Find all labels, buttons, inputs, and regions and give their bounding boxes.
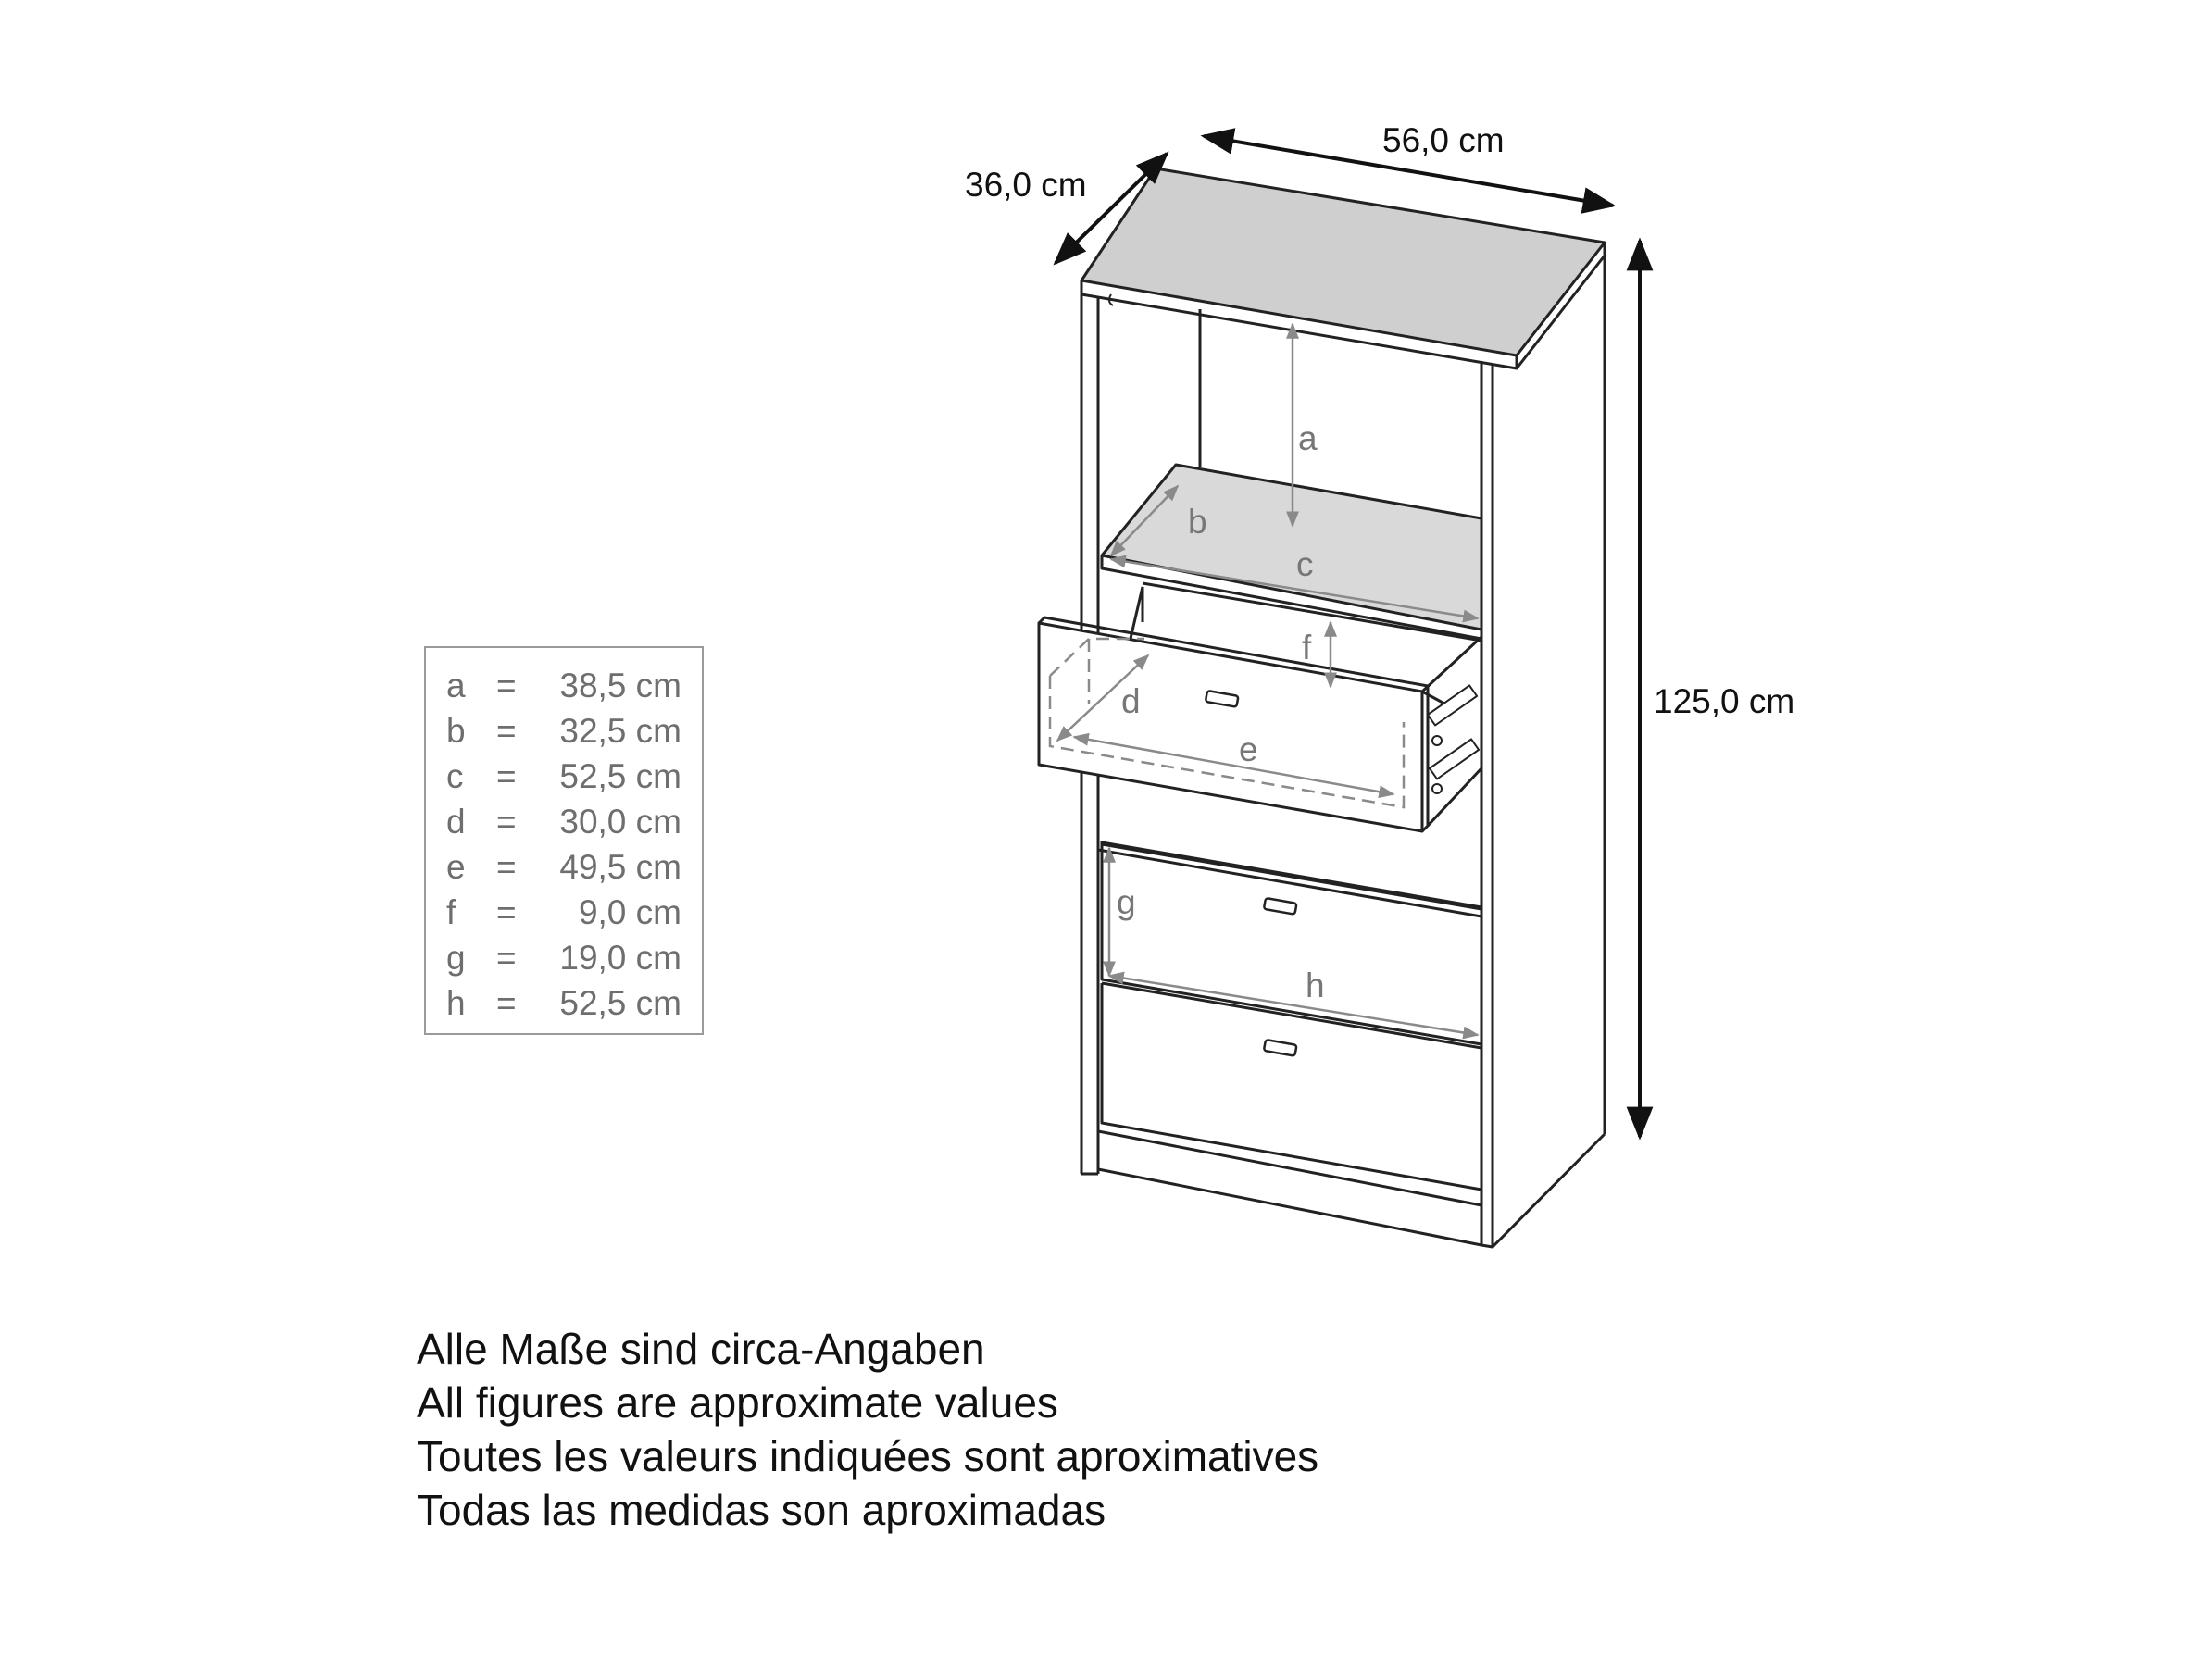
legend-key: a bbox=[446, 667, 466, 704]
label-d: d bbox=[1121, 682, 1141, 720]
approximation-notes bbox=[417, 1322, 1318, 1537]
drawer-4 bbox=[1102, 983, 1481, 1190]
legend-row bbox=[426, 893, 702, 938]
cabinet-top-surface bbox=[1081, 168, 1605, 355]
legend-row bbox=[426, 803, 702, 847]
legend-equals: = bbox=[496, 848, 517, 886]
legend-value: 49,5 cm bbox=[559, 848, 681, 886]
label-e: e bbox=[1239, 730, 1258, 768]
legend-value: 52,5 cm bbox=[559, 757, 681, 795]
open-drawer bbox=[1039, 583, 1481, 916]
width-label: 56,0 cm bbox=[1382, 121, 1505, 159]
closed-drawers bbox=[1102, 841, 1481, 1190]
legend-row bbox=[426, 984, 702, 1028]
depth-label: 36,0 cm bbox=[965, 166, 1087, 204]
label-h: h bbox=[1306, 966, 1325, 1004]
legend-equals: = bbox=[496, 667, 517, 704]
legend-value: 9,0 cm bbox=[578, 893, 681, 931]
legend-equals: = bbox=[496, 757, 517, 795]
label-f: f bbox=[1302, 629, 1312, 667]
label-a: a bbox=[1298, 419, 1318, 457]
legend-key: c bbox=[446, 757, 464, 795]
drawer-handle-icon bbox=[1264, 1040, 1297, 1056]
drawer-2 bbox=[1102, 841, 1481, 1044]
legend-value: 30,0 cm bbox=[559, 803, 681, 841]
legend-value: 19,0 cm bbox=[559, 939, 681, 977]
dimension-legend bbox=[424, 646, 704, 1035]
legend-row bbox=[426, 757, 702, 802]
drawer-handle-icon bbox=[1264, 898, 1297, 915]
note-english: All figures are approximate values bbox=[417, 1378, 1058, 1427]
note-french: Toutes les valeurs indiquées sont aproximatives bbox=[417, 1432, 1319, 1480]
legend-equals: = bbox=[496, 803, 517, 841]
legend-key: h bbox=[446, 984, 466, 1022]
label-g: g bbox=[1117, 883, 1136, 921]
legend-equals: = bbox=[496, 939, 517, 977]
legend-equals: = bbox=[496, 712, 517, 750]
legend-key: b bbox=[446, 712, 466, 750]
legend-value: 52,5 cm bbox=[559, 984, 681, 1022]
note-german: Alle Maße sind circa-Angaben bbox=[417, 1325, 985, 1373]
height-label: 125,0 cm bbox=[1654, 682, 1795, 720]
label-b: b bbox=[1188, 503, 1207, 541]
legend-key: f bbox=[446, 893, 456, 931]
legend-row bbox=[426, 939, 702, 983]
legend-key: g bbox=[446, 939, 466, 977]
legend-key: e bbox=[446, 848, 466, 886]
legend-row bbox=[426, 848, 702, 892]
note-spanish: Todas las medidas son aproximadas bbox=[417, 1486, 1106, 1534]
measure-h-arrow bbox=[1109, 976, 1478, 1035]
legend-value: 32,5 cm bbox=[559, 712, 681, 750]
legend-equals: = bbox=[496, 984, 517, 1022]
legend-key: d bbox=[446, 803, 466, 841]
legend-row bbox=[426, 712, 702, 756]
legend-row bbox=[426, 667, 702, 711]
legend-value: 38,5 cm bbox=[559, 667, 681, 704]
drawer-3 bbox=[1102, 844, 1481, 909]
label-c: c bbox=[1296, 545, 1314, 583]
legend-equals: = bbox=[496, 893, 517, 931]
